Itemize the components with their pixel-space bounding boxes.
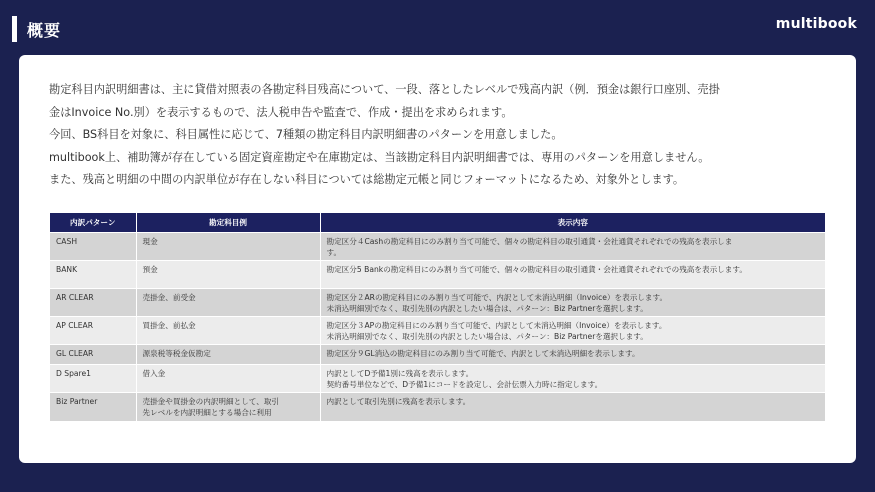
cell-example: 現金 <box>136 233 320 261</box>
title-accent-bar <box>12 16 17 42</box>
cell-content: 内訳としてD予備1別に残高を表示します。 契約番号単位などで、D予備1にコードを設定し、会計伝票入力時に指定します。 <box>320 365 825 393</box>
table-row <box>50 393 825 421</box>
cell-content: 勘定区分９GL消込の勘定科目にのみ割り当て可能で、内訳として未消込明細を表示します。 <box>320 345 825 365</box>
cell-content: 勘定区分5 Bankの勘定科目にのみ割り当て可能で、個々の勘定科目の取引通貨・会社通貨それぞれでの残高を表示します。 <box>320 261 825 289</box>
title-bar <box>12 16 61 42</box>
intro-line: 今回、BS科目を対象に、科目属性に応じて、7種類の勘定科目内訳明細書のパターンを用意しました。 <box>49 128 563 141</box>
table-row <box>50 365 825 393</box>
table-row <box>50 261 825 289</box>
cell-pattern: AP CLEAR <box>50 317 136 345</box>
table-row <box>50 233 825 261</box>
cell-content: 内訳として取引先別に残高を表示します。 <box>320 393 825 421</box>
header-example: 勘定科目例 <box>136 213 320 233</box>
intro-line: 金はInvoice No.別）を表示するもので、法人税申告や監査で、作成・提出を求められます。 <box>49 105 513 119</box>
cell-example: 買掛金、前払金 <box>136 317 320 345</box>
table-row <box>50 317 825 345</box>
intro-line: 勘定科目内訳明細書は、主に貸借対照表の各勘定科目残高について、一段、落としたレベルで残高内訳（例．預金は銀行口座別、売掛 <box>49 83 720 96</box>
cell-pattern: D Spare1 <box>50 365 136 393</box>
cell-pattern: CASH <box>50 233 136 261</box>
cell-example: 売掛金や買掛金の内訳明細として、取引 先レベルを内訳明細とする場合に利用 <box>136 393 320 421</box>
cell-pattern: Biz Partner <box>50 393 136 421</box>
cell-content: 勘定区分４Cashの勘定科目にのみ割り当て可能で、個々の勘定科目の取引通貨・会社通貨それぞれでの残高を表示しま す。 <box>320 233 825 261</box>
content-card <box>19 55 856 463</box>
cell-pattern: GL CLEAR <box>50 345 136 365</box>
page-title: 概要 <box>27 20 62 40</box>
intro-line: また、残高と明細の中間の内訳単位が存在しない科目については総勘定元帳と同じフォーマットになるため、対象外とします。 <box>49 173 685 186</box>
table-row <box>50 345 825 365</box>
intro-line: multibook上、補助簿が存在している固定資産勘定や在庫勘定は、当該勘定科目内訳明細書では、専用のパターンを用意しません。 <box>49 150 710 164</box>
cell-example: 借入金 <box>136 365 320 393</box>
pattern-table <box>50 213 825 421</box>
table-header-row <box>50 213 825 233</box>
header-content: 表示内容 <box>320 213 825 233</box>
cell-example: 預金 <box>136 261 320 289</box>
header-pattern: 内訳パターン <box>50 213 136 233</box>
cell-content: 勘定区分３APの勘定科目にのみ割り当て可能で、内訳として未消込明細（Invoice）を表示します。 未消込明細別でなく、取引先別の内訳としたい場合は、パターン：Biz Partnerを選択します。 <box>320 317 825 345</box>
cell-content: 勘定区分２ARの勘定科目にのみ割り当て可能で、内訳として未消込明細（Invoice）を表示します。 未消込明細別でなく、取引先別の内訳としたい場合は、パターン：Biz Partnerを選択します。 <box>320 289 825 317</box>
cell-pattern: AR CLEAR <box>50 289 136 317</box>
table-row <box>50 289 825 317</box>
intro-text <box>49 79 829 192</box>
cell-example: 売掛金、前受金 <box>136 289 320 317</box>
multibook-logo: multibook <box>775 16 857 32</box>
cell-example: 源泉税等税金仮勘定 <box>136 345 320 365</box>
cell-pattern: BANK <box>50 261 136 289</box>
